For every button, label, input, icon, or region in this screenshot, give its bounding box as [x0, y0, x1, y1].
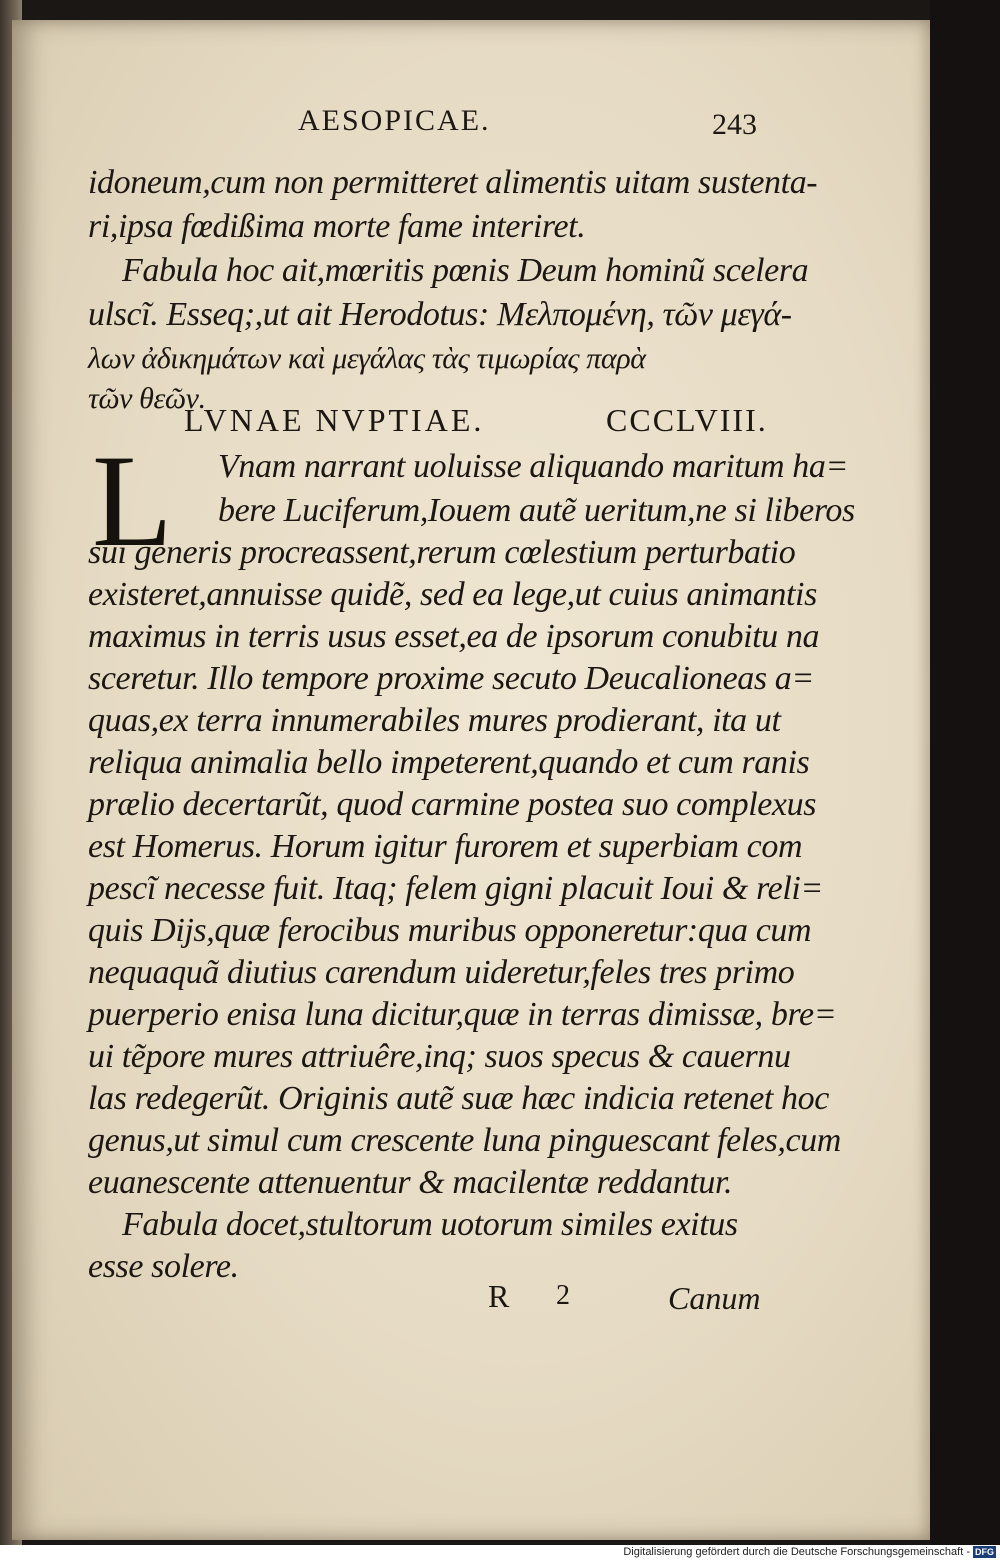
signature-number: 2	[556, 1280, 570, 1311]
fable-line: las redegerũt. Originis autẽ suæ hæc indicia retenet hoc	[88, 1080, 829, 1117]
fable-line: ui tẽpore mures attriuêre,inq; suos specus & cauernu	[88, 1038, 791, 1075]
footer-credit-text: Digitalisierung gefördert durch die Deutsche Forschungsgemeinschaft -	[623, 1546, 970, 1558]
text-line: idoneum,cum non permitteret alimentis uitam sustenta-	[88, 164, 818, 201]
fable-line: Vnam narrant uoluisse aliquando maritum ha=	[218, 448, 849, 485]
moral-line: ulscĩ. Esseq;,ut ait Herodotus: Μελπομένη, τῶν μεγά-	[88, 296, 792, 333]
footer-credit	[623, 1546, 996, 1558]
fable-line: maximus in terris usus esset,ea de ipsorum conubitu na	[88, 618, 820, 655]
fable-line: reliqua animalia bello impeterent,quando et cum ranis	[88, 744, 810, 781]
fable-line: sceretur. Illo tempore proxime secuto Deucalioneas a=	[88, 660, 814, 697]
fable-line: quas,ex terra innumerabiles mures prodierant, ita ut	[88, 702, 781, 739]
greek-line: λων ἀδικημάτων καὶ μεγάλας τὰς τιμωρίας παρὰ	[88, 342, 646, 375]
moral-line: Fabula docet,stultorum uotorum similes exitus	[122, 1206, 738, 1243]
catchword: Canum	[668, 1280, 761, 1316]
fable-line: bere Luciferum,Iouem autẽ ueritum,ne si liberos	[218, 492, 855, 529]
page-number: 243	[712, 108, 757, 141]
fable-line: quis Dijs,quæ ferocibus muribus opponeretur:qua cum	[88, 912, 812, 949]
fable-line: pescĩ necesse fuit. Itaq; felem gigni placuit Ioui & reli=	[88, 870, 823, 907]
fable-line: sui generis procreassent,rerum cœlestium perturbatio	[88, 534, 796, 571]
fable-line: nequaquã diutius carendum uideretur,feles tres primo	[88, 954, 795, 991]
fable-number: CCCLVIII.	[606, 402, 768, 438]
fable-line: prælio decertarũt, quod carmine postea suo complexus	[88, 786, 817, 823]
fable-line: euanescente attenuentur & macilentæ reddantur.	[88, 1164, 733, 1201]
moral-line: esse solere.	[88, 1248, 239, 1285]
fable-line: puerperio enisa luna dicitur,quæ in terras dimissæ, bre=	[88, 996, 837, 1033]
drop-cap: L	[92, 427, 173, 574]
running-head: AESOPICAE.	[298, 104, 491, 137]
greek-line: τῶν θεῶν.	[88, 382, 206, 415]
signature-mark: R	[488, 1278, 510, 1314]
fable-line: genus,ut simul cum crescente luna pinguescant feles,cum	[88, 1122, 841, 1159]
dfg-logo-icon: DFG	[975, 1547, 994, 1558]
scan-background	[930, 0, 1000, 1545]
text-line: ri,ipsa fœdißima morte fame interiret.	[88, 208, 586, 245]
fable-title: LVNAE NVPTIAE.	[184, 402, 485, 438]
fable-line: est Homerus. Horum igitur furorem et superbiam com	[88, 828, 803, 865]
fable-line: existeret,annuisse quidẽ, sed ea lege,ut cuius animantis	[88, 576, 817, 613]
moral-line: Fabula hoc ait,mœritis pœnis Deum hominũ scelera	[122, 252, 809, 289]
digitization-footer	[0, 1545, 1000, 1563]
